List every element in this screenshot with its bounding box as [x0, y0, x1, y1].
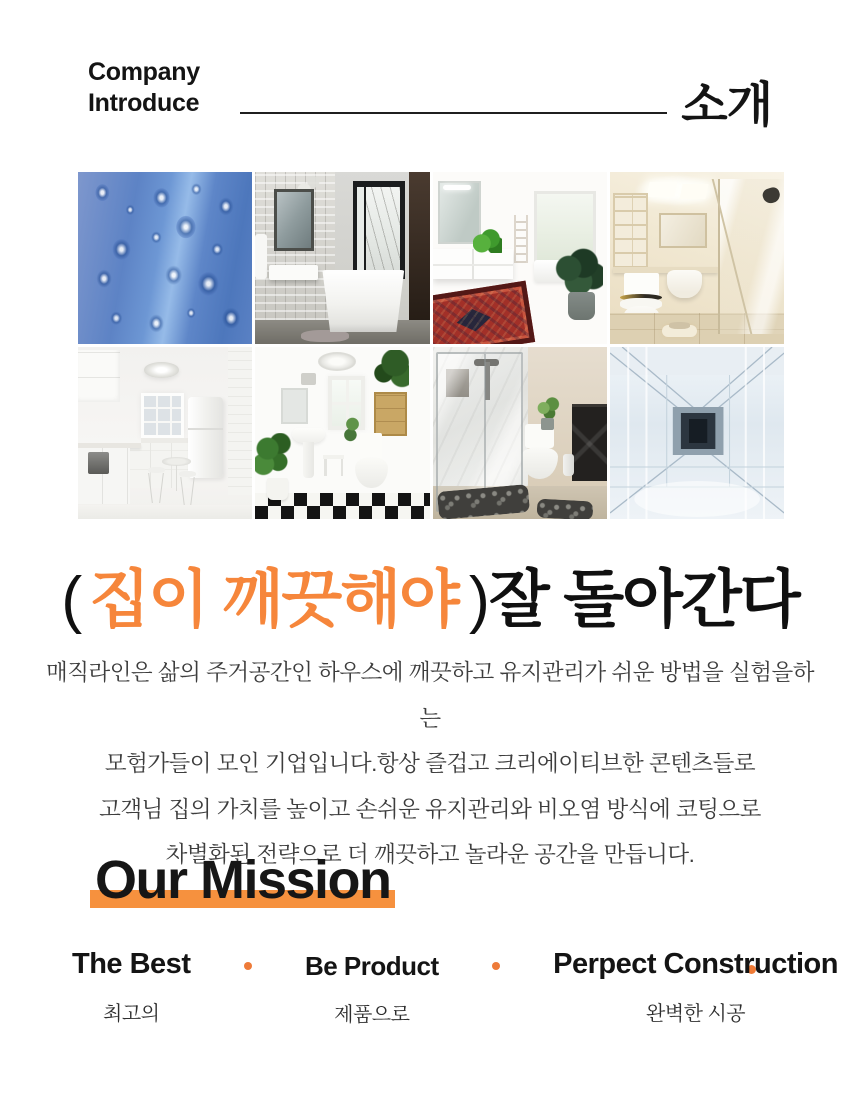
orange-bullet-icon: [244, 962, 252, 970]
orange-bullet-icon: [492, 962, 500, 970]
main-headline: [0, 550, 860, 650]
photo-water-droplets: [78, 172, 252, 344]
freestanding-tub: [320, 270, 407, 332]
photo-white-kitchen: [78, 347, 252, 519]
photo-gallery: [78, 172, 784, 519]
bar-table: [162, 457, 192, 466]
bath-mat: [301, 330, 350, 342]
toilet-bowl: [355, 457, 388, 488]
description-line: 매직라인은 삶의 주거공간인 하우스에 깨끗하고 유지관리가 쉬운 방법을 실험을하는: [45, 660, 814, 731]
description-line: 차별화된 전략으로 더 깨끗하고 놀라운 공간을 만듭니다.: [165, 842, 695, 867]
headline-paren-open: (: [61, 565, 81, 635]
bar-stool: [148, 467, 165, 473]
mission-item-ko: 최고의: [103, 1003, 160, 1025]
plant-pot: [568, 292, 594, 320]
wall-hung-sink: [667, 270, 702, 298]
divider-line: [240, 112, 667, 114]
mission-heading-text: Our Mission: [95, 850, 391, 910]
waste-bin: [563, 454, 573, 476]
slippers: [669, 322, 690, 329]
ring-ceiling-lamp: [144, 362, 179, 377]
dark-accent-wall: [409, 172, 430, 330]
page-title-line1: Company: [88, 58, 200, 86]
open-shelving: [613, 193, 648, 269]
plant-pot: [267, 478, 288, 500]
dark-shag-rug: [537, 499, 594, 519]
mission-item-en: Perpect Construction: [553, 948, 838, 980]
floating-sink: [269, 265, 318, 280]
description-line: 고객님 집의 가치를 높이고 손쉬운 유지관리와 비오염 방식에 코팅으로: [99, 796, 761, 822]
plant-pot: [541, 418, 555, 430]
dark-cabinet: [572, 404, 607, 481]
glass-shower: [718, 179, 784, 334]
red-oriental-rug: [433, 281, 535, 344]
headline-highlight: 집이 깨끗해야: [89, 565, 458, 635]
hanging-plants: [363, 350, 408, 391]
mirror: [274, 189, 314, 251]
mission-heading: [95, 850, 391, 910]
window-pane: [357, 187, 364, 272]
photo-checkered-floor-bathroom: [255, 347, 429, 519]
floating-vanity: [433, 249, 513, 278]
bar-stool: [179, 471, 196, 477]
mission-item-ko: 제품으로: [334, 1004, 410, 1026]
mission-item-perpect-construction: [553, 948, 838, 1026]
photo-gray-stone-bathroom: [255, 172, 429, 344]
headline-paren-close: ): [468, 565, 488, 635]
page-title-line2: Introduce: [88, 89, 200, 117]
wall-mirror: [659, 213, 708, 247]
counter-ledge: [613, 267, 718, 274]
ceiling-light-panel: [680, 184, 709, 199]
mission-item-be-product: [305, 948, 439, 1027]
sink-pedestal: [303, 442, 313, 478]
mission-item-the-best: [72, 948, 190, 1026]
black-frame-window: [353, 181, 405, 279]
refrigerator: [188, 397, 223, 478]
mission-item-ko: 완벽한 시공: [645, 1003, 746, 1025]
towel-warmer: [514, 215, 528, 263]
mission-values-row: [72, 948, 838, 1027]
vent: [301, 373, 317, 385]
corridor-graphic: [610, 347, 784, 519]
mirror: [281, 388, 307, 424]
mission-item-en: Be Product: [304, 951, 439, 981]
upper-cabinets: [78, 350, 120, 402]
toilet-tank: [360, 433, 383, 459]
wood-cabinet: [374, 392, 407, 437]
photo-beige-bathroom: [610, 172, 784, 344]
ceiling-light-panel: [646, 182, 677, 197]
brick-wall: [228, 347, 252, 495]
oven: [88, 452, 109, 474]
korean-section-title: 소개: [681, 79, 772, 132]
headline-rest: 잘 돌아간다: [488, 565, 799, 635]
photo-bathroom-red-rug: [433, 172, 607, 344]
kitchen-window: [141, 393, 185, 438]
step-stool: [323, 455, 344, 476]
glossy-floor: [78, 505, 252, 519]
photo-glass-corridor: [610, 347, 784, 519]
photo-marble-shower-bathroom: [433, 347, 607, 519]
palm-plant: [255, 433, 297, 485]
page-title: [88, 57, 200, 119]
description-line: 모험가들이 모인 기업입니다.항상 즐겁고 크리에이티브한 콘텐츠들로: [104, 751, 756, 776]
towel: [255, 234, 267, 279]
company-description: [40, 650, 820, 878]
mission-item-en: The Best: [72, 948, 191, 980]
green-plant: [473, 229, 503, 253]
ceiling-lamp: [318, 352, 356, 371]
